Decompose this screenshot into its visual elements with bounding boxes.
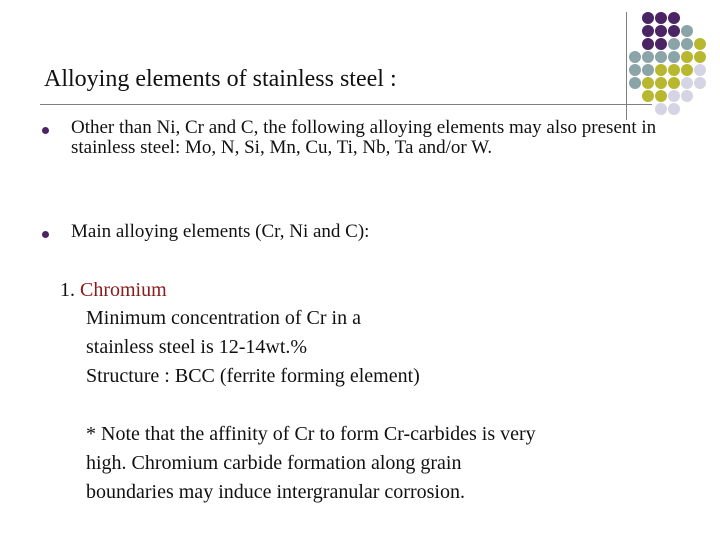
dot <box>642 12 654 24</box>
dot <box>681 77 693 89</box>
dot <box>668 77 680 89</box>
dot <box>655 38 667 50</box>
item-number: 1. <box>60 279 80 301</box>
horizontal-rule <box>40 104 652 105</box>
dot <box>629 64 641 76</box>
dot <box>681 90 693 102</box>
dot <box>629 51 641 63</box>
dot <box>694 38 706 50</box>
dot <box>642 90 654 102</box>
dot <box>642 25 654 37</box>
bullet-text: Main alloying elements (Cr, Ni and C): <box>71 221 370 242</box>
item-note <box>86 420 536 507</box>
dot <box>655 12 667 24</box>
detail-line: stainless steel is 12-14wt.% <box>86 336 308 358</box>
numbered-item-heading <box>60 277 167 303</box>
dot <box>694 77 706 89</box>
dot <box>655 51 667 63</box>
dot <box>668 25 680 37</box>
bullet-dot-icon <box>42 127 49 134</box>
dot <box>681 64 693 76</box>
bullet-text: Other than Ni, Cr and C, the following alloying elements may also present in stainless steel: Mo, N, Si, Mn, Cu, Ti, Nb, Ta and/or W. <box>71 117 657 158</box>
dot <box>694 64 706 76</box>
note-line: high. Chromium carbide formation along grain <box>86 452 462 474</box>
dot <box>642 51 654 63</box>
dot <box>655 90 667 102</box>
dot <box>655 77 667 89</box>
note-line: * Note that the affinity of Cr to form Cr-carbides is very <box>86 423 536 445</box>
dot <box>655 103 667 115</box>
dot <box>655 64 667 76</box>
dot <box>642 77 654 89</box>
dot <box>668 90 680 102</box>
dot <box>642 64 654 76</box>
slide-title: Alloying elements of stainless steel : <box>44 66 397 92</box>
dot <box>642 38 654 50</box>
note-line: boundaries may induce intergranular corrosion. <box>86 481 465 503</box>
detail-line: Minimum concentration of Cr in a <box>86 307 361 329</box>
dot <box>681 38 693 50</box>
detail-line: Structure : BCC (ferrite forming element) <box>86 365 420 387</box>
bullet-dot-icon <box>42 231 49 238</box>
dot <box>681 51 693 63</box>
dot <box>629 77 641 89</box>
dot <box>668 64 680 76</box>
dot <box>694 51 706 63</box>
dot <box>668 38 680 50</box>
item-label: Chromium <box>80 279 167 301</box>
dot <box>681 25 693 37</box>
dot <box>655 25 667 37</box>
dot <box>668 51 680 63</box>
dot <box>668 103 680 115</box>
dot <box>668 12 680 24</box>
item-details <box>86 304 420 391</box>
